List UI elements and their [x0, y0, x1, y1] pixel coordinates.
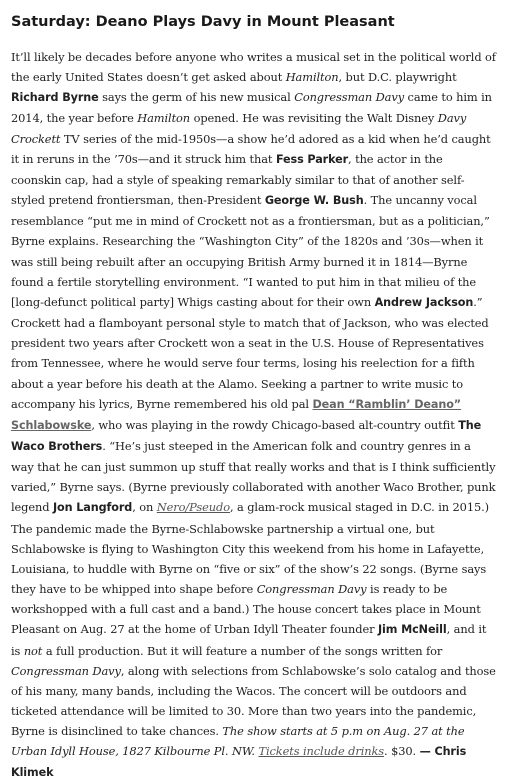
text-run: , who was playing in the rowdy Chicago-based alt-country outfit — [91, 417, 459, 432]
name-richard-byrne: Richard Byrne — [11, 91, 99, 105]
event-details: The show starts at 5 p.m on Aug. 27 at the Urban Idyll House, 1827 Kilbourne Pl. NW. — [11, 724, 465, 759]
name-andrew-jackson: Andrew Jackson — [374, 295, 474, 309]
text-run: , the actor in the coonskin cap, had a style of speaking remarkably similar to that of another self-styled pretend frontiersman, then-President — [11, 151, 465, 208]
text-run: , a glam-rock musical staged in D.C. in 2015.) The pandemic made the Byrne-Schlabowske partnership a virtual one, but Schlabowske is flying to Washington City this weekend from his home in Lafayette, Louisiana, to huddle with Byrne on “five or six” of the show’s 22 songs. (Byrne says they have to be whipped into shape before — [11, 500, 489, 597]
text-run: opened. He was revisiting the Walt Disney — [190, 111, 438, 126]
text-run: came to him in 2014, the year before — [11, 90, 492, 126]
link-nero-pseudo-label: Nero/Pseudo — [156, 500, 230, 515]
title-hamilton: Hamilton — [285, 70, 339, 85]
title-congressman-davy: Congressman Davy — [256, 582, 367, 597]
article-body — [11, 47, 496, 784]
event-price: . $30. — [384, 744, 420, 759]
text-run: TV series of the mid-1950s—a show he’d adored as a kid when he’d caught it in reruns in the ’70s—and it struck him that — [11, 131, 491, 166]
text-run: , and it is — [11, 622, 487, 658]
text-run: a full production. But it will feature a number of the songs written for — [42, 643, 443, 658]
text-run: , along with selections from Schlabowske’s solo catalog and those of his many, many bands, including the Wacos. The concert will be outdoors and ticketed attendance will be limited to 30. More than two years into the pandemic, Byrne is disinclined to take chances. — [11, 663, 496, 739]
text-run: , on — [132, 500, 157, 515]
name-george-w-bush: George W. Bush — [264, 194, 364, 208]
link-nero-pseudo[interactable] — [157, 500, 230, 514]
text-run: says the germ of his new musical — [98, 90, 295, 105]
title-congressman-davy: Congressman Davy — [294, 90, 405, 105]
text-run: , but D.C. playwright — [338, 70, 457, 85]
name-jon-langford: Jon Langford — [52, 501, 133, 515]
name-jim-mcneill: Jim McNeill — [377, 623, 447, 637]
title-hamilton: Hamilton — [137, 111, 191, 126]
article-headline: Saturday: Deano Plays Davy in Mount Pleasant — [11, 14, 395, 30]
author-byline: — Chris Klimek — [11, 745, 467, 780]
text-run: .” Crockett had a flamboyant personal style to match that of Jackson, who was elected president two years after Crockett won a seat in the U.S. House of Representatives from Tennessee, where he would serve four terms, losing his reelection for a fifth about a year before his death at the Alamo. Seeking a partner to write music to accompany his lyrics, Byrne remembered his old pal — [11, 294, 489, 411]
text-run: . “He’s just steeped in the American folk and country genres in a way that he can just summon up stuff that really works and that is I think sufficiently varied,” Byrne says. (Byrne previously collaborated with another Waco Brother, punk legend — [11, 438, 496, 515]
title-davy-crockett: Davy Crockett — [11, 111, 467, 146]
link-dean-schlabowske[interactable]: Dean “Ramblin’ Deano” Schlabowske — [11, 397, 462, 432]
name-fess-parker: Fess Parker — [275, 152, 349, 166]
text-run: It’ll likely be decades before anyone who writes a musical set in the political world of the early United States doesn’t get asked about — [11, 50, 496, 85]
link-tickets-label: Tickets include drinks — [258, 744, 385, 759]
name-waco-brothers: The Waco Brothers — [11, 418, 482, 453]
text-run: is ready to be workshopped with a full cast and a band.) The house concert takes place in Mount Pleasant on Aug. 27 at the home of Urban Idyll Theater founder — [11, 582, 481, 637]
text-run: . The uncanny vocal resemblance “put me in mind of Crockett not as a frontiersman, but as a politician,” Byrne explains. Researching the “Washington City” of the 1820s and ’30s—when it was still being rebuilt after an occupying British Army burned it in 1814—Byrne found a fertile storytelling environment. “I wanted to put him in that milieu of the [long-defunct political party] Whigs casting about for their own — [11, 193, 490, 309]
emphasis-not: not — [23, 643, 43, 658]
title-congressman-davy: Congressman Davy — [11, 663, 121, 678]
link-tickets[interactable] — [258, 744, 384, 758]
